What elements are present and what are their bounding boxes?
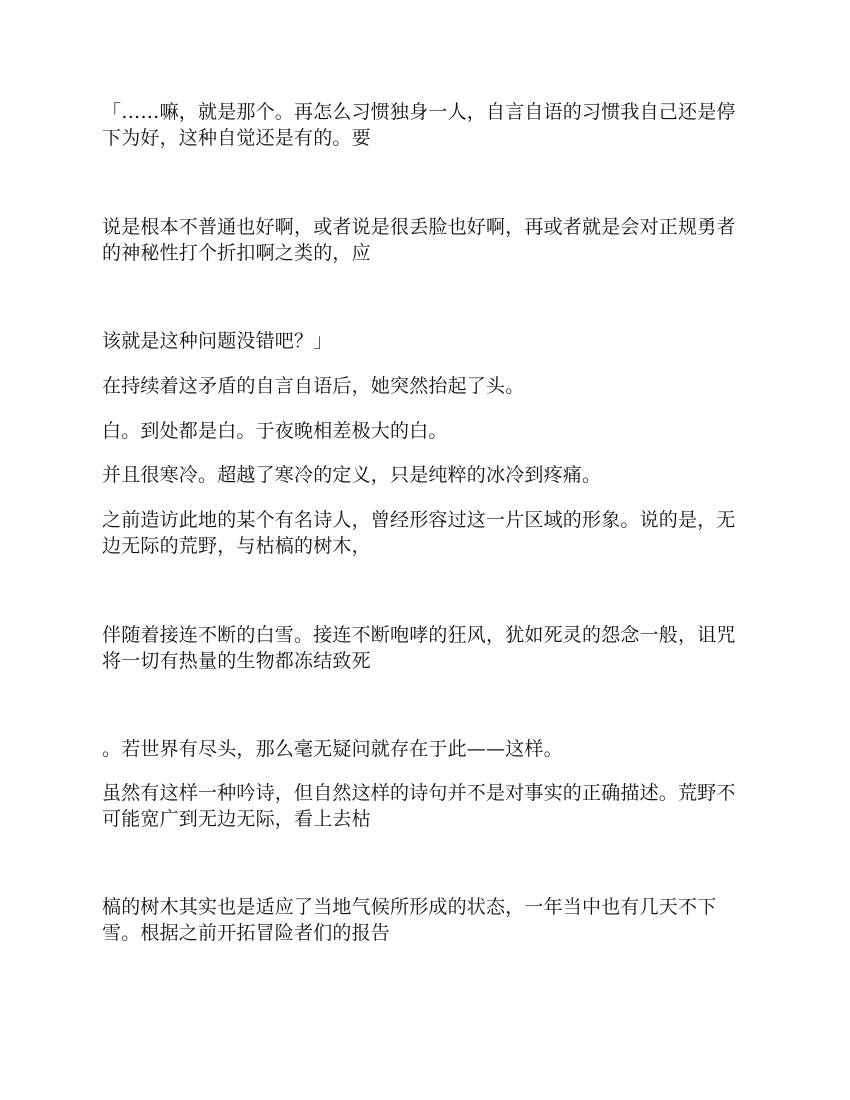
paragraph-3: 该就是这种问题没错吧？」: [102, 330, 333, 352]
paragraph-7: 之前造访此地的某个有名诗人，曾经形容过这一片区域的形象。说的是，无边无际的荒野，与枯槁的树木，: [102, 509, 736, 557]
paragraph-8: 伴随着接连不断的白雪。接连不断咆哮的狂风，犹如死灵的怨念一般，诅咒将一切有热量的生物都冻结致死: [102, 624, 736, 672]
paragraph-9: 。若世界有尽头，那么毫无疑问就存在于此——这样。: [102, 738, 563, 760]
paragraph-1: 「……嘛，就是那个。再怎么习惯独身一人，自言自语的习惯我自己还是停下为好，这种自觉还是有的。要: [102, 101, 736, 149]
paragraph-6: 并且很寒冷。超越了寒冷的定义，只是纯粹的冰冷到疼痛。: [102, 464, 602, 486]
paragraph-5: 白。到处都是白。于夜晚相差极大的白。: [102, 420, 448, 442]
paragraph-4: 在持续着这矛盾的自言自语后，她突然抬起了头。: [102, 375, 525, 397]
paragraph-2: 说是根本不普通也好啊，或者说是很丢脸也好啊，再或者就是会对正规勇者的神秘性打个折扣啊之类的，应: [102, 216, 736, 264]
paragraph-10: 虽然有这样一种吟诗，但自然这样的诗句并不是对事实的正确描述。荒野不可能宽广到无边无际，看上去枯: [102, 782, 736, 830]
paragraph-11: 槁的树木其实也是适应了当地气候所形成的状态，一年当中也有几天不下雪。根据之前开拓冒险者们的报告: [102, 896, 717, 944]
